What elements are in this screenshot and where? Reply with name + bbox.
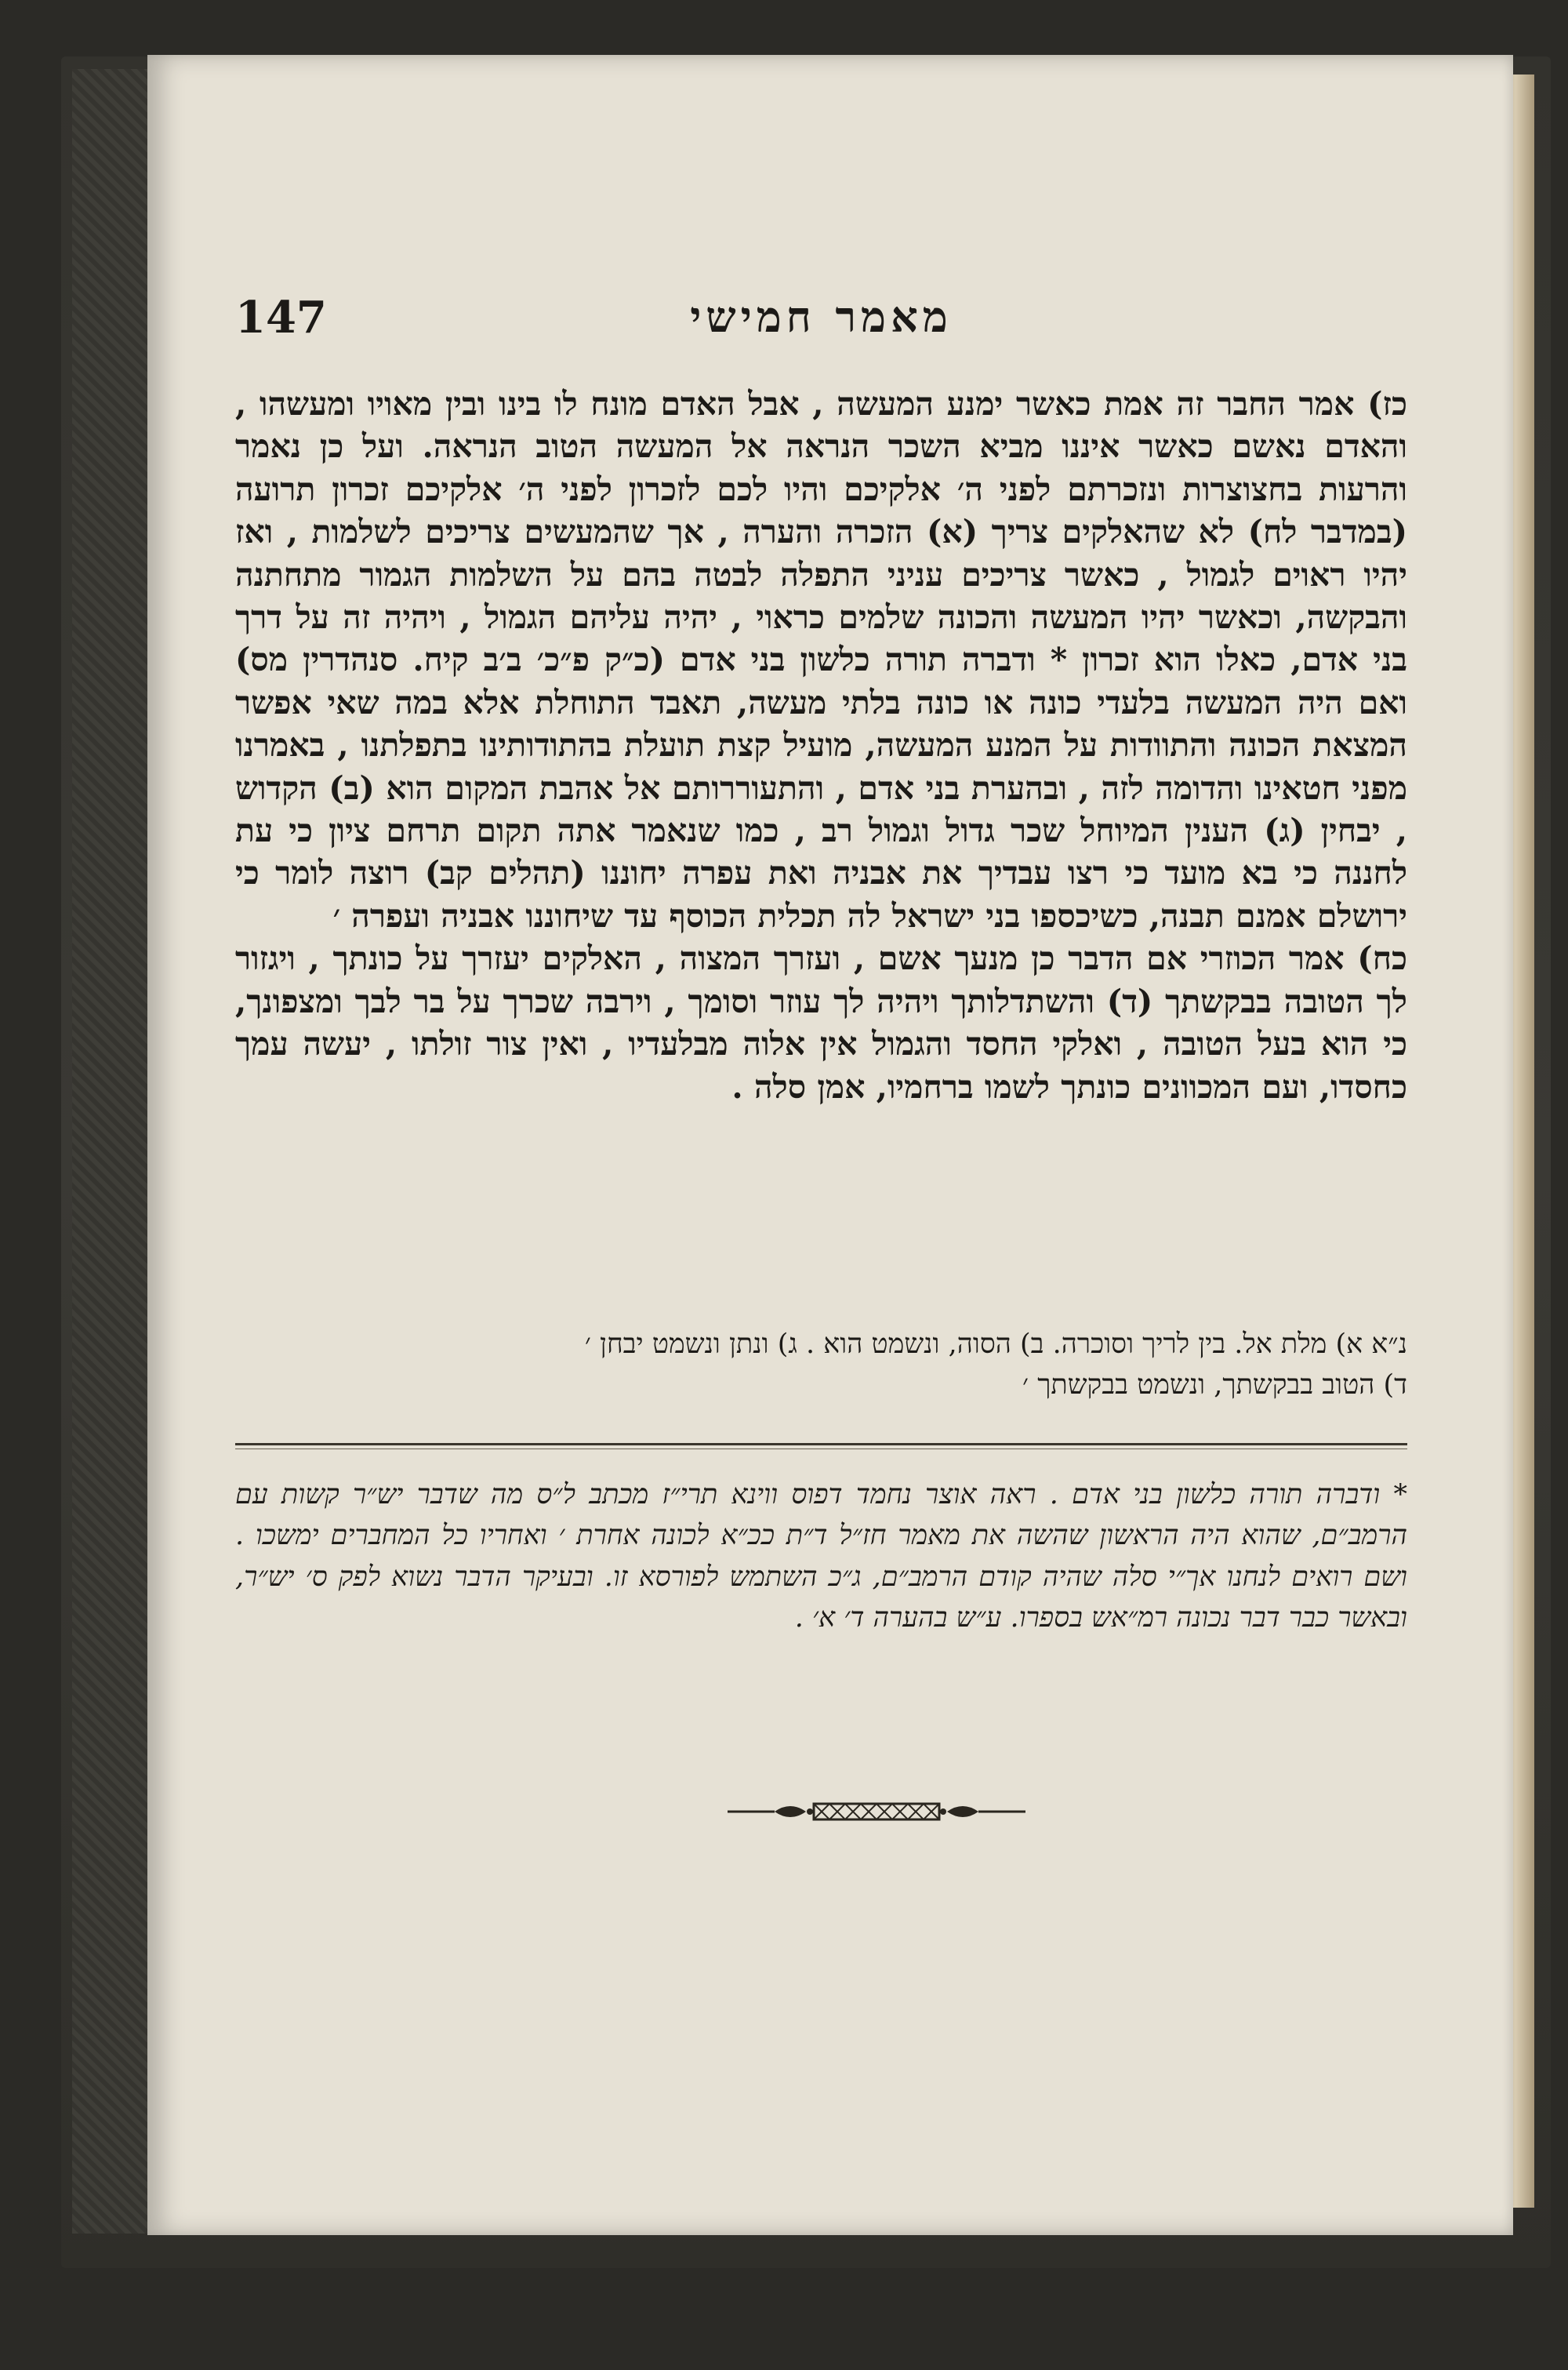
cover-binding xyxy=(72,69,158,2234)
main-text xyxy=(235,383,1407,1108)
running-head xyxy=(235,292,1407,354)
ornament-icon xyxy=(728,1796,1025,1827)
footnote: * ודברה תורה כלשון בני אדם . ראה אוצר נחמד דפוס ווינא תרי״ז מכתב ל״ס מה שדבר יש״ר קשות עם הרמב״ם, שהוא היה הראשון שהשה את מאמר חז״ל ד״ת ככ״א לכונה אחרת ׳ ואחריו כל המחברים ימשכו . ושם רואים לנחנו אך״י סלה שהיה קודם הרמב״ם, ג״כ השתמש לפורסא זו. ובעיקר הדבר נשוא לפק ס׳ יש״ר, ובאשר כבר דבר נכונה רמ״אש בספרו. ע״ש בהערה ד׳ א׳ . xyxy=(235,1479,1407,1634)
variant-notes xyxy=(235,1324,1407,1405)
running-title: מאמר חמישי xyxy=(690,292,953,342)
variant-note: נ״א א) מלת אל. בין לריך וסוכרה. ב) הסוה, ונשמט הוא . ג) ונתן ונשמט יבחן ׳ xyxy=(584,1329,1407,1360)
footnote-divider xyxy=(235,1443,1407,1450)
paragraph-28: כח) אמר הכוזרי אם הדבר כן מנעך אשם , ועזרך המצוה , האלקים יעזרך על כונתך , ויגזור לך הטובה בבקשתך (ד) והשתדלותך ויהיה לך עוזר וסומך , וירבה שכרך על בר לבך ומצפונך, כי הוא בעל הטובה , ואלקי החסד והגמול אין אלוה מבלעדיו , ואין צור זולתו , יעשה עמך כחסדו, ועם המכוונים כונתך לשמו ברחמיו, אמן סלה . xyxy=(235,940,1407,1106)
variant-note: ד) הטוב בבקשתך, ונשמט בבקשתך ׳ xyxy=(1022,1369,1407,1401)
book-page xyxy=(147,55,1513,2235)
page-number: 147 xyxy=(235,292,327,344)
paragraph-27: כז) אמר החבר זה אמת כאשר ימנע המעשה , אבל האדם מונח לו בינו ובין מאויו ומעשהו , והאדם נאשם כאשר איננו מביא השכר הנראה אל המעשה הטוב הנראה. ועל כן נאמר והרעות בחצוצרות ונזכרתם לפני ה׳ אלקיכם והיו לכם לזכרון לפני ה׳ אלקיכם זכרון תרועה (במדבר לח) לא שהאלקים צריך (א) הזכרה והערה , אך שהמעשים צריכים לשלמות , ואז יהיו ראוים לגמול , כאשר צריכים עניני התפלה לבטה בהם על השלמות הגמור מתחתנה והבקשה, וכאשר יהיו המעשה והכונה שלמים כראוי , יהיה עליהם הגמול , ויהיה זה על דרך בני אדם, כאלו הוא זכרון * ודברה תורה כלשון בני אדם (כ״ק פ״כ׳ ב׳ב קיח. סנהדרין מס) ואם היה המעשה בלעדי כונה או כונה בלתי מעשה, תאבד התוחלת אלא במה שאי אפשר המצאת הכונה והתוודות על המנע המעשה, מועיל קצת תועלת בהתודותינו בתפלתנו , באמרנו מפני חטאינו והדומה לזה , ובהערת בני אדם , והתעוררותם אל אהבת המקום הוא (ב) הקדוש , יבחין (ג) הענין המיוחל שכר גדול וגמול רב , כמו שנאמר אתה תקום תרחם ציון כי עת לחננה כי בא מועד כי רצו עבדיך את אבניה ואת עפרה יחוננו (תהלים קב) רוצה לומר כי ירושלם אמנם תבנה, כשיכספו בני ישראל לה תכלית הכוסף עד שיחוננו אבניה ועפרה ׳ xyxy=(235,385,1408,935)
